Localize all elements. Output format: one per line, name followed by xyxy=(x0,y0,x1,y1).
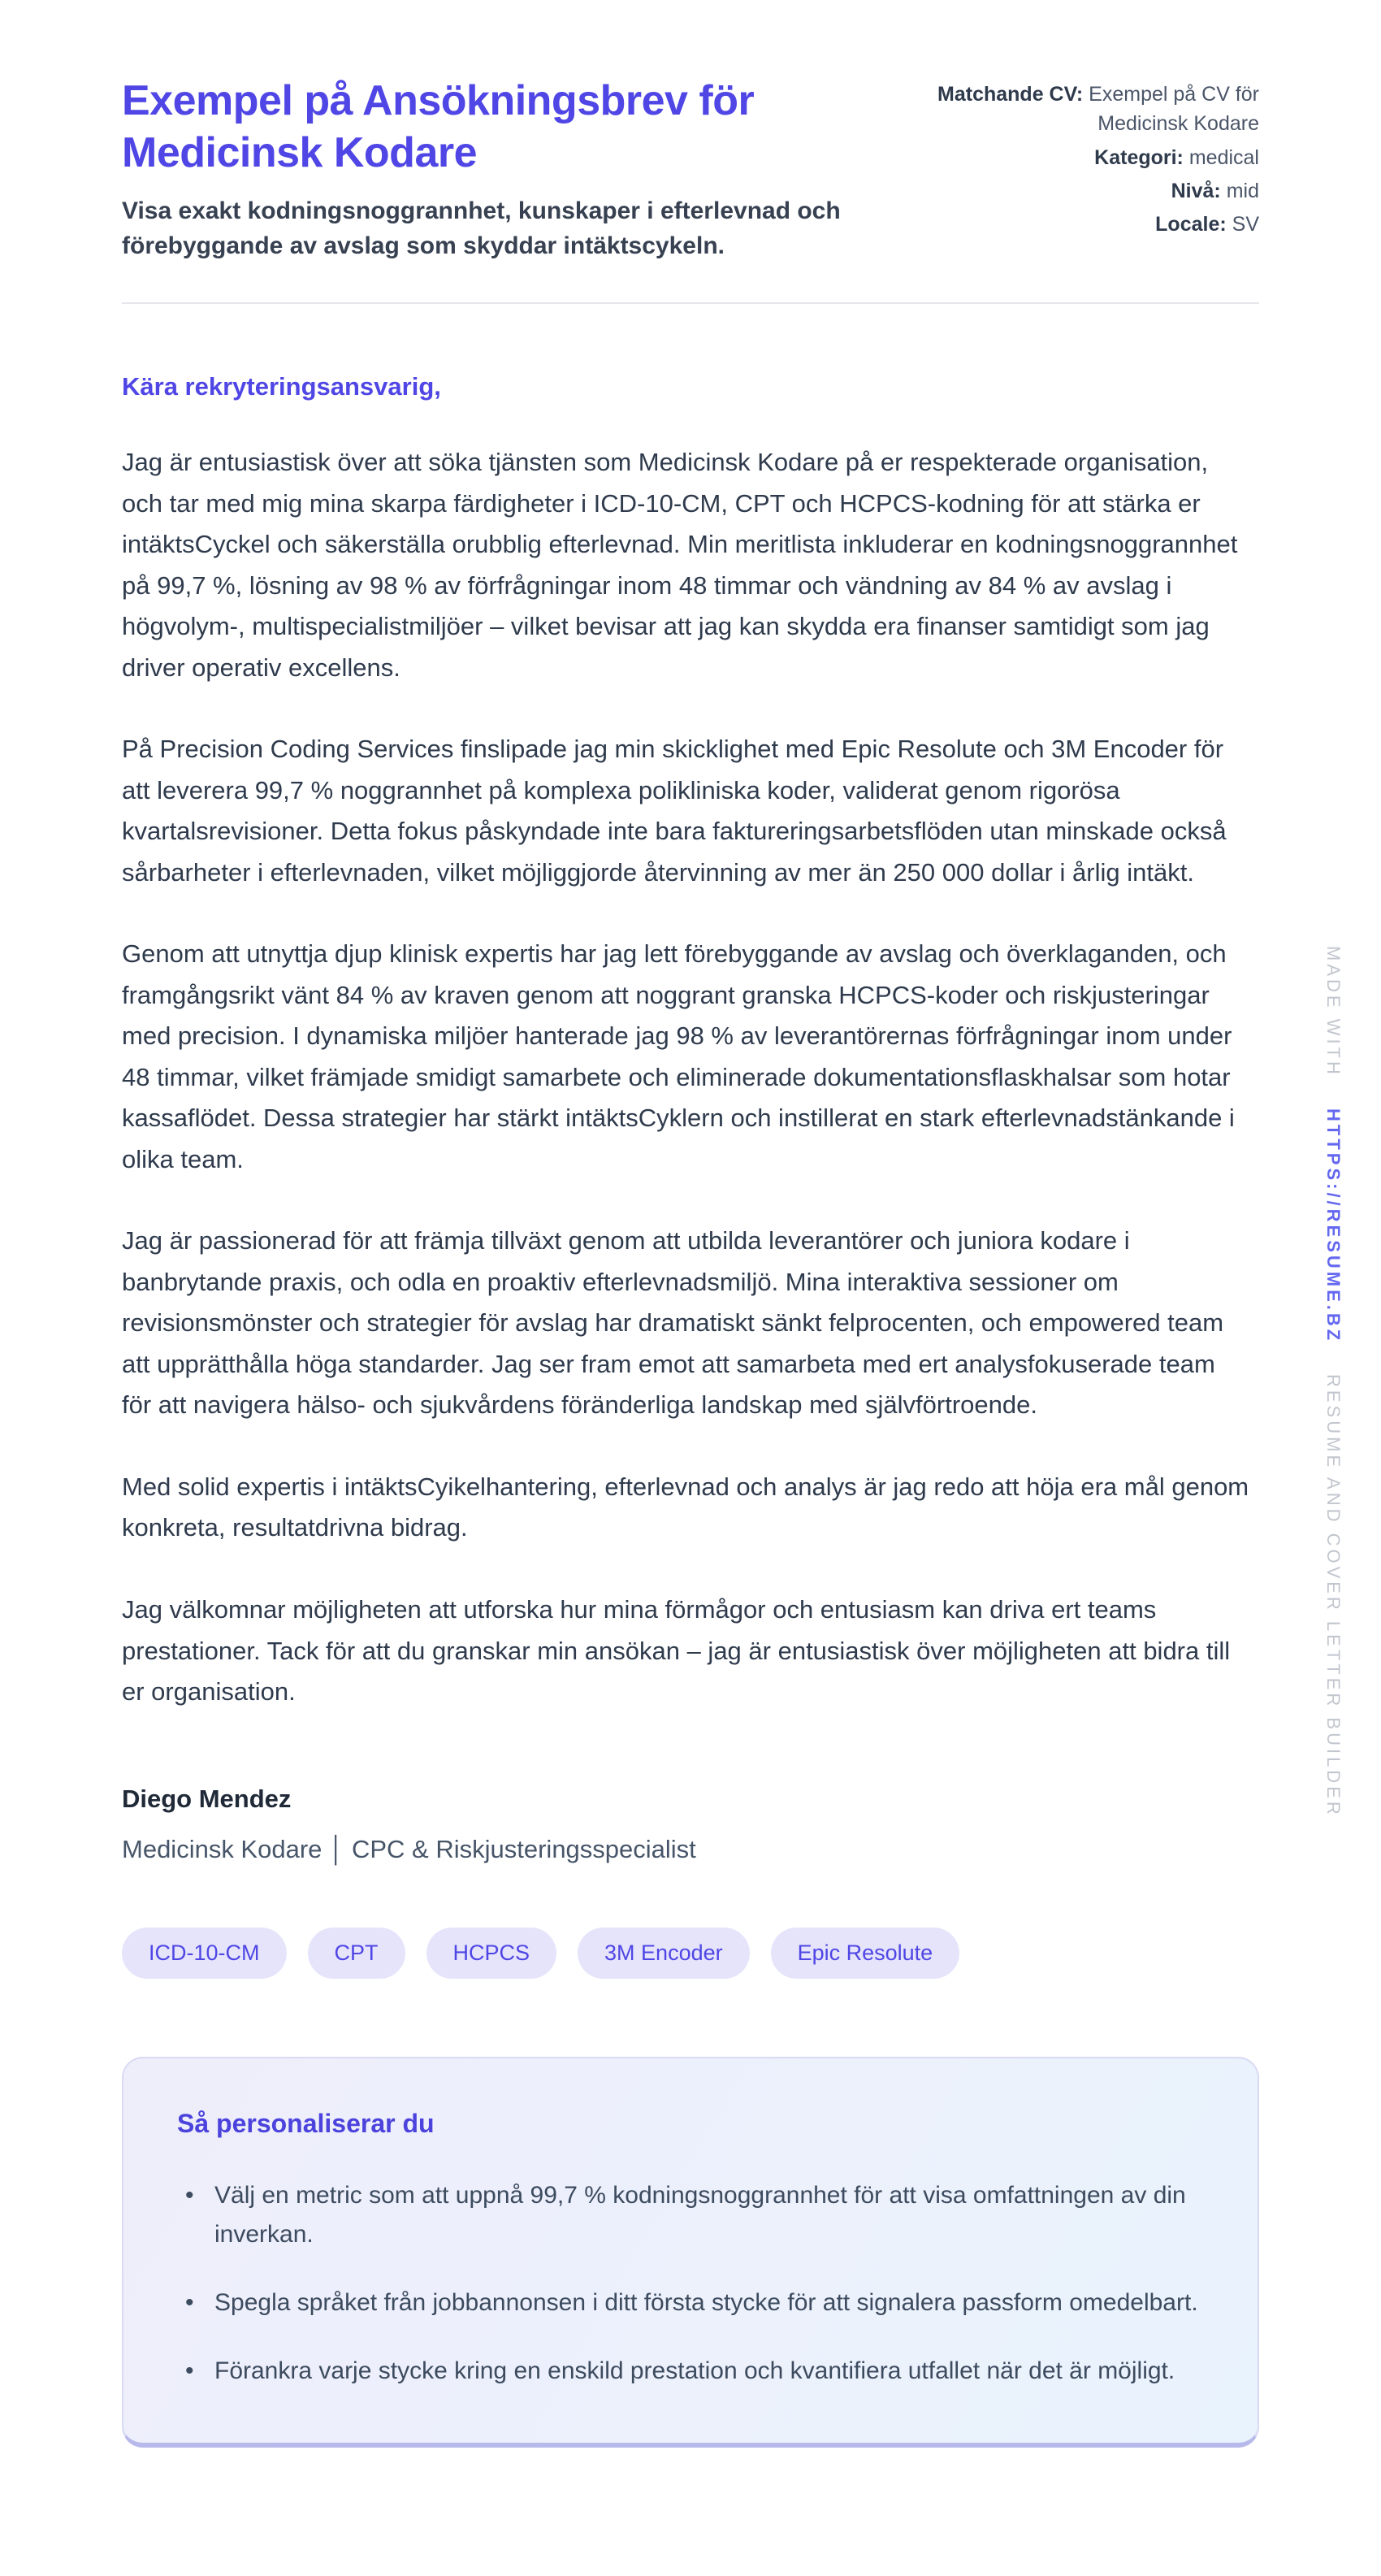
meta-panel xyxy=(934,75,1259,243)
greeting: Kära rekryteringsansvarig, xyxy=(122,372,441,401)
skill-tag-icd-10-cm: ICD-10-CM xyxy=(122,1928,287,1979)
signature-name: Diego Mendez xyxy=(122,1784,292,1813)
signature-role: Medicinsk Kodare │ CPC & Riskjusteringsspecialist xyxy=(122,1834,696,1863)
letter-paragraph-5: Med solid expertis i intäktsCyikelhantering, efterlevnad och analys är jag redo att höja era mål genom konkreta, resultatdrivna bidrag. xyxy=(122,1472,1249,1542)
watermark-resume-bz-link[interactable]: HTTPS://RESUME.BZ xyxy=(1323,1108,1344,1344)
meta-matching-cv xyxy=(934,80,1259,139)
header xyxy=(122,75,1259,263)
skill-tag-epic-resolute: Epic Resolute xyxy=(771,1928,960,1979)
letter-paragraph-2: På Precision Coding Services finslipade jag min skicklighet med Epic Resolute och 3M Encoder för att leverera 99,7 % noggrannhet på komplexa polikliniska koder, validerat genom rigorösa kvartalsrevisioner. Detta fokus påskyndade inte bara faktureringsarbetsflöden utan minskade också sårbarheter i efterlevnaden, vilket möjliggjorde återvinning av mer än 250 000 dollar i årlig intäkt. xyxy=(122,735,1227,887)
skill-tags xyxy=(122,1928,1259,1979)
tip-item-1: • Välj en metric som att uppnå 99,7 % kodningsnoggrannhet för att visa omfattningen av din inverkan. xyxy=(177,2176,1204,2254)
letter-paragraph-1: Jag är entusiastisk över att söka tjänsten som Medicinsk Kodare på er respekterade organisation, och tar med mig mina skarpa färdigheter i ICD-10-CM, CPT och HCPCS-kodning för att stärka er intäktsCyckel och säkerställa orubblig efterlevnad. Min meritlista inkluderar en kodningsnoggrannhet på 99,7 %, lösning av 98 % av förfrågningar inom 48 timmar och vändning av 84 % av avslag i högvolym-, multispecialistmiljöer – vilket bevisar att jag kan skydda era finanser samtidigt som jag driver operativ excellens. xyxy=(122,448,1238,682)
letter-paragraph-4: Jag är passionerad för att främja tillväxt genom att utbilda leverantörer och juniora kodare i banbrytande praxis, och odla en proaktiv efterlevnadsmiljö. Mina interaktiva sessioner om revisionsmönster och strategier för avslag har dramatiskt sänkt felprocenten, och empowered team att upprätthålla höga standarder. Jag ser fram emot att samarbeta med ert analysfokuserade team för att navigera hälso- och sjukvårdens föränderliga landskap med självförtroende. xyxy=(122,1226,1224,1420)
meta-locale-label: Locale: xyxy=(1155,213,1227,236)
meta-category xyxy=(934,143,1259,172)
letter-body xyxy=(122,372,1259,2447)
page-subtitle: Visa exakt kodningsnoggrannhet, kunskaper i efterlevnad och förebyggande av avslag som skyddar intäktscykeln. xyxy=(122,197,841,259)
letter-paragraph-6: Jag välkomnar möjligheten att utforska hur mina förmågor och entusiasm kan driva ert teams prestationer. Tack för att du granskar min ansökan – jag är entusiastisk över möjligheten att bidra till er organisation. xyxy=(122,1594,1231,1706)
page-title: Exempel på Ansökningsbrev för Medicinsk Kodare xyxy=(122,77,755,177)
personalization-tips-card xyxy=(122,2057,1259,2448)
meta-locale xyxy=(934,210,1259,239)
watermark-builder-text: RESUME AND COVER LETTER BUILDER xyxy=(1323,1374,1344,1819)
skill-tag-3m-encoder: 3M Encoder xyxy=(578,1928,750,1979)
skill-tag-cpt: CPT xyxy=(308,1928,405,1979)
meta-category-label: Kategori: xyxy=(1094,145,1184,169)
signature-block xyxy=(122,1785,1259,1864)
tip-item-2: • Spegla språket från jobbannonsen i ditt första stycke för att signalera passform omedelbart. xyxy=(177,2283,1204,2322)
header-title-block xyxy=(122,75,853,263)
meta-matching-cv-value: Exempel på CV för Medicinsk Kodare xyxy=(1089,83,1259,136)
tips-title: Så personaliserar du xyxy=(177,2108,435,2138)
meta-level-label: Nivå: xyxy=(1171,179,1221,202)
watermark-made-with-text: MADE WITH xyxy=(1323,946,1344,1078)
skill-tag-hcpcs: HCPCS xyxy=(426,1928,557,1979)
tips-list xyxy=(177,2176,1204,2391)
meta-locale-value: SV xyxy=(1232,213,1259,236)
meta-category-value: medical xyxy=(1188,145,1259,169)
letter-paragraph-3: Genom att utnyttja djup klinisk expertis har jag lett förebyggande av avslag och överklaganden, och framgångsrikt vänt 84 % av kraven genom att noggrant granska HCPCS-koder och riskjusteringar med precision. I dynamiska miljöer hanterade jag 98 % av leverantörernas förfrågningar inom under 48 timmar, vilket främjade smidigt samarbete och eliminerade dokumentationsflaskhalsar som hotar kassaflödet. Dessa strategier har stärkt intäktsCyklern och instillerat en stark efterlevnadstänkande i olika team. xyxy=(122,939,1235,1173)
meta-level-value: mid xyxy=(1226,179,1259,202)
meta-matching-cv-label: Matchande CV: xyxy=(937,83,1084,106)
header-divider xyxy=(122,302,1259,304)
watermark xyxy=(1323,935,1344,1829)
meta-level xyxy=(934,176,1259,206)
tip-item-3: • Förankra varje stycke kring en enskild prestation och kvantifiera utfallet när det är möjligt. xyxy=(177,2352,1204,2391)
